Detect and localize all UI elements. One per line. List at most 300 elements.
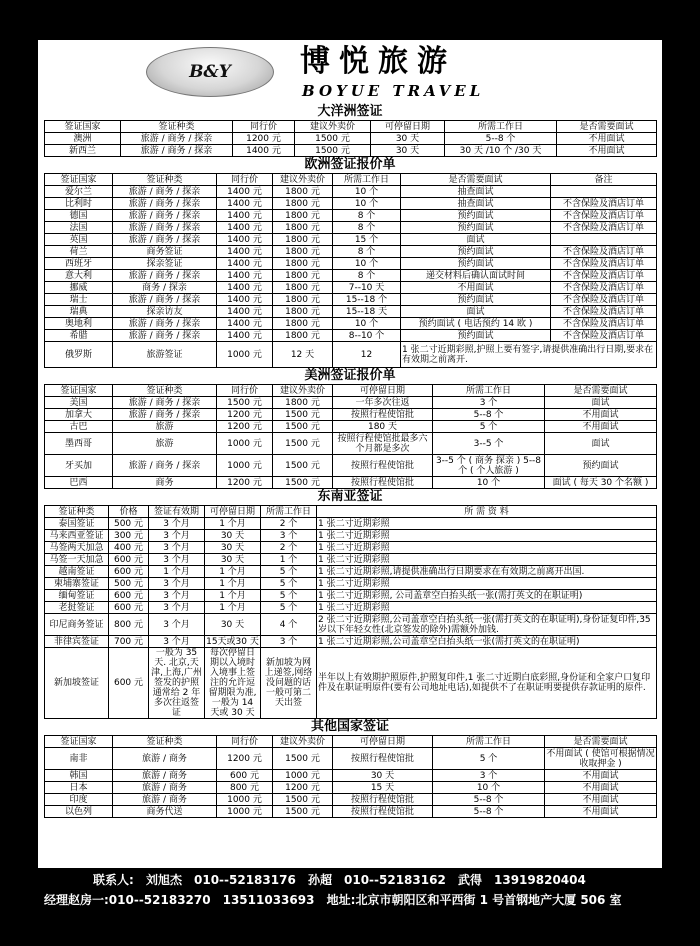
table-cell: 1400 元 [217,222,273,234]
table-cell: 1500 元 [295,145,371,157]
table-cell: 新加坡签证 [45,648,109,719]
table-cell: 旅游 / 商务 / 探亲 [113,455,217,477]
contact-1: 刘旭杰 010--52183176 [146,873,296,887]
table-cell: 1200 元 [217,409,273,421]
table-cell: 5 个 [433,748,545,770]
table-cell: 1000 元 [217,433,273,455]
column-header: 可停留日期 [205,506,261,518]
table-row [45,590,657,602]
table-cell: 爱尔兰 [45,186,113,198]
table-cell: 8 个 [333,246,401,258]
table-row [45,455,657,477]
table-cell: 南非 [45,748,113,770]
table-cell: 1800 元 [273,258,333,270]
column-header: 同行价 [217,736,273,748]
table-cell: 30 天 [205,542,261,554]
price: 1000 元 [217,342,273,368]
table-cell: 荷兰 [45,246,113,258]
oceania-title: 大洋洲签证 [317,104,383,119]
column-header: 签证种类 [45,506,109,518]
table-cell: 1 张二寸近期彩照 [317,578,657,590]
table-cell: 3--5 个 ( 商务 探亲 ) 5--8 个 ( 个人旅游 ) [433,455,545,477]
table-cell: 旅游 / 商务 / 探亲 [113,210,217,222]
table-cell: 预约面试 [545,455,657,477]
table-cell: 印尼商务签证 [45,614,109,636]
table-cell: 法国 [45,222,113,234]
table-row [45,542,657,554]
table-cell: 不用面试 [557,133,657,145]
column-header: 建议外卖价 [273,385,333,397]
table-cell: 700 元 [109,636,149,648]
table-cell: 1400 元 [217,270,273,282]
table-cell: 30 天 [205,614,261,636]
table-cell: 不含保险及酒店订单 [551,318,657,330]
table-cell: 1 张二寸近期彩照 [317,518,657,530]
column-header: 签证有效期 [149,506,205,518]
table-cell: 不含保险及酒店订单 [551,330,657,342]
table-cell: 3 个月 [149,614,205,636]
table-cell: 抽查面试 [401,198,551,210]
table-cell: 旅游 / 商务 [113,748,217,770]
table-cell: 不含保险及酒店订单 [551,270,657,282]
office-address: 地址:北京市朝阳区和平西街 1 号首钢地产大厦 506 室 [326,893,622,907]
table-cell: 5 个 [261,590,317,602]
table-cell: 800 元 [109,614,149,636]
table-row [45,433,657,455]
table-cell: 不用面试 [545,770,657,782]
table-cell: 抽查面试 [401,186,551,198]
table-cell: 半年以上有效期护照原件,护照复印件,1 张二寸近期白底彩照,身份证和全家户口复印件及在职证明原件(要有公司地址电话),如提供不了在职证明要提供存款证明的原件. [317,648,657,719]
table-cell: 1800 元 [273,330,333,342]
header-row [45,736,657,748]
table-cell: 1 个月 [205,566,261,578]
table-cell: 30 天 [205,530,261,542]
table-row [45,234,657,246]
table-row [45,342,657,368]
table-cell: 按照行程使馆批 [333,409,433,421]
table-row [45,306,657,318]
table-cell: 缅甸签证 [45,590,109,602]
table-row [45,782,657,794]
table-cell: 1200 元 [233,133,295,145]
table-row [45,318,657,330]
table-cell: 马来西亚签证 [45,530,109,542]
header-row [45,174,657,186]
table-cell: 比利时 [45,198,113,210]
footer-contact [38,868,662,912]
table-cell: 探亲访友 [113,306,217,318]
table-cell: 老挝签证 [45,602,109,614]
table-cell: 1 个月 [205,578,261,590]
table-cell: 预约面试 ( 电话预约 14 欧 ) [401,318,551,330]
table-row [45,636,657,648]
table-cell: 1800 元 [273,198,333,210]
table-cell: 3 个月 [149,602,205,614]
table-cell: 牙买加 [45,455,113,477]
column-header: 签证种类 [113,174,217,186]
table-cell: 不含保险及酒店订单 [551,246,657,258]
table-row [45,518,657,530]
column-header: 所需工作日 [261,506,317,518]
table-cell: 600 元 [109,554,149,566]
table-cell: 面试 [545,397,657,409]
table-cell: 英国 [45,234,113,246]
table-cell: 1400 元 [217,210,273,222]
contact-3: 武得 13919820404 [458,873,586,887]
table-cell: 预约面试 [401,258,551,270]
table-cell: 西班牙 [45,258,113,270]
table-cell: 不含保险及酒店订单 [551,198,657,210]
table-cell: 3 个月 [149,518,205,530]
table-cell: 600 元 [109,566,149,578]
table-cell: 1500 元 [273,477,333,489]
table-cell: 不含保险及酒店订单 [551,222,657,234]
table-cell: 3 个月 [149,530,205,542]
table-cell: 1400 元 [233,145,295,157]
table-cell: 澳洲 [45,133,121,145]
table-cell: 韩国 [45,770,113,782]
table-cell: 不用面试 [545,782,657,794]
table-row [45,198,657,210]
table-cell: 加拿大 [45,409,113,421]
table-row [45,477,657,489]
table-cell: 1400 元 [217,258,273,270]
table-cell: 1000 元 [217,455,273,477]
table-cell: 面试 ( 每天 30 个名额 ) [545,477,657,489]
table-cell: 不用面试 [545,409,657,421]
table-row [45,648,657,719]
table-cell: 1500 元 [273,409,333,421]
column-header: 所需工作日 [445,121,557,133]
header [38,40,662,104]
table-cell: 面试 [545,433,657,455]
table-cell: 商务代送 [113,806,217,818]
table-cell: 300 元 [109,530,149,542]
table-row [45,602,657,614]
table-row [45,210,657,222]
table-cell: 不含保险及酒店订单 [551,210,657,222]
table-cell: 10 个 [433,782,545,794]
table-cell: 不用面试 [545,794,657,806]
table-cell: 不用面试 [557,145,657,157]
table-cell: 1 张二寸近期彩照 [317,554,657,566]
table-cell: 15 天 [333,782,433,794]
table-row [45,133,657,145]
column-header: 签证国家 [45,121,121,133]
table-cell: 600 元 [109,648,149,719]
table-cell: 600 元 [109,602,149,614]
table-cell: 10 个 [333,198,401,210]
sea-title: 东南亚签证 [317,489,383,504]
column-header: 建议外卖价 [295,121,371,133]
table-row [45,282,657,294]
column-header: 可停留日期 [333,736,433,748]
table-row [45,397,657,409]
table-cell: 新加坡为网上递签,网络没问题的话一般可第二天出签 [261,648,317,719]
americas-table [44,384,657,489]
table-row [45,566,657,578]
table-cell: 旅游 / 商务 / 探亲 [121,133,233,145]
column-header: 建议外卖价 [273,174,333,186]
header-row [45,506,657,518]
table-row [45,748,657,770]
header-row [45,121,657,133]
table-cell: 600 元 [217,770,273,782]
table-cell: 面试 [401,234,551,246]
table-cell: 5--8 个 [433,409,545,421]
table-cell: 1800 元 [273,270,333,282]
table-cell: 旅游 / 商务 / 探亲 [113,222,217,234]
table-cell: 不含保险及酒店订单 [551,258,657,270]
table-cell: 30 天 [371,133,445,145]
table-cell: 3 个 [261,530,317,542]
europe-title: 欧洲签证报价单 [304,157,396,172]
contact-2: 孙超 010--52183162 [308,873,446,887]
table-cell: 30 天 /10 个 /30 天 [445,145,557,157]
manager-line [38,890,662,910]
table-cell: 巴西 [45,477,113,489]
table-cell: 500 元 [109,578,149,590]
table-cell: 10 个 [333,318,401,330]
brand-logo: B&Y [146,47,274,97]
oceania-table [44,120,657,157]
table-cell [551,234,657,246]
table-cell: 15天或30 天 [206,636,259,647]
table-cell: 1500 元 [295,133,371,145]
table-cell: 以色列 [45,806,113,818]
column-header: 签证国家 [45,736,113,748]
table-cell: 1400 元 [217,234,273,246]
table-cell: 5 个 [433,421,545,433]
table-cell: 1800 元 [273,318,333,330]
table-cell: 8 个 [333,222,401,234]
table-cell: 日本 [45,782,113,794]
column-header: 备注 [551,174,657,186]
table-cell: 180 天 [333,421,433,433]
table-cell: 1500 元 [273,433,333,455]
table-row [45,270,657,282]
table-cell: 菲律宾签证 [45,636,109,648]
table-cell: 2 个 [261,518,317,530]
table-cell: 意大利 [45,270,113,282]
table-cell: 1400 元 [217,294,273,306]
table-cell: 10 个 [333,186,401,198]
table-cell: 15--18 天 [333,306,401,318]
table-cell: 马签一天加急 [45,554,109,566]
table-row [45,421,657,433]
table-cell: 希腊 [45,330,113,342]
table-cell: 旅游 [113,421,217,433]
table-row [45,614,657,636]
table-cell: 不用面试 [545,421,657,433]
table-cell: 3 个 [261,636,317,648]
table-cell: 不用面试 [545,806,657,818]
table-cell: 商务 [113,477,217,489]
table-cell: 15 个 [333,234,401,246]
table-cell: 1800 元 [273,222,333,234]
table-cell: 旅游 / 商务 [113,794,217,806]
table-cell: 1 张二寸近期彩照,请提供准确出行日期要求在有效期之前离开出国. [317,566,657,578]
table-cell: 30 天 [371,145,445,157]
table-cell: 预约面试 [401,222,551,234]
manager-contact: 经理赵房一:010--52183270 13511033693 [44,893,315,907]
table-cell: 1 个月 [205,590,261,602]
europe-table [44,173,657,368]
other-table [44,735,657,818]
table-cell: 1400 元 [217,318,273,330]
table-cell: 旅游 [113,433,217,455]
table-cell: 400 元 [109,542,149,554]
table-cell: 1400 元 [217,306,273,318]
table-cell: 1 张二寸近期彩照, 公司盖章空白抬头纸一张(需打英文的在职证明) [317,590,657,602]
table-cell: 500 元 [109,518,149,530]
column-header: 建议外卖价 [273,736,333,748]
table-cell: 8 个 [333,210,401,222]
table-row [45,530,657,542]
table-cell: 按照行程使馆批 [333,748,433,770]
table-cell: 1 个月 [149,566,205,578]
table-cell: 旅游 / 商务 / 探亲 [113,318,217,330]
table-row [45,222,657,234]
table-row [45,554,657,566]
column-header: 所 需 资 料 [317,506,657,518]
table-cell: 泰国签证 [45,518,109,530]
contact-label: 联系人: [93,873,134,887]
sea-table [44,505,657,719]
table-cell: 不用面试 [401,282,551,294]
table-cell: 旅游 / 商务 / 探亲 [121,145,233,157]
table-cell: 旅游 / 商务 / 探亲 [113,294,217,306]
table-cell: 1400 元 [217,330,273,342]
column-header: 所需工作日 [333,174,401,186]
table-cell: 1000 元 [217,806,273,818]
table-cell: 面试 [401,306,551,318]
table-cell: 1500 元 [217,397,273,409]
table-cell: 3--5 个 [433,433,545,455]
table-cell: 瑞士 [45,294,113,306]
table-cell: 柬埔寨签证 [45,578,109,590]
table-cell: 4 个 [261,614,317,636]
table-cell: 探亲签证 [113,258,217,270]
table-cell: 按照行程使馆批 [333,794,433,806]
americas-title: 美洲签证报价单 [304,368,396,383]
table-cell: 1500 元 [273,421,333,433]
table-cell: 1800 元 [273,186,333,198]
table-cell: 2 个 [261,542,317,554]
column-header: 签证种类 [113,736,217,748]
table-cell: 600 元 [109,590,149,602]
table-cell: 15--18 个 [333,294,401,306]
table-cell: 1 张二寸近期彩照 [317,530,657,542]
table-row [45,186,657,198]
column-header: 签证种类 [121,121,233,133]
column-header: 是否需要面试 [557,121,657,133]
table-cell: 3 个月 [149,590,205,602]
table-cell: 马签两天加急 [45,542,109,554]
table-cell: 墨西哥 [45,433,113,455]
table-cell: 按照行程使馆批 [333,806,433,818]
table-cell: 越南签证 [45,566,109,578]
table-cell: 1000 元 [217,794,273,806]
table-cell: 1800 元 [273,397,333,409]
table-row [45,806,657,818]
table-row [45,246,657,258]
table-cell: 1 个月 [205,518,261,530]
country: 俄罗斯 [45,342,113,368]
table-cell: 1200 元 [217,748,273,770]
table-cell: 1 个 [261,554,317,566]
table-cell: 不含保险及酒店订单 [551,294,657,306]
table-cell: 1800 元 [273,234,333,246]
table-cell: 8--10 个 [333,330,401,342]
table-cell: 商务签证 [113,246,217,258]
work-days: 12 [333,342,401,368]
table-cell: 3 个月 [149,636,205,648]
table-cell: 1400 元 [217,198,273,210]
table-cell: 不含保险及酒店订单 [551,306,657,318]
table-cell: 1800 元 [273,306,333,318]
column-header: 是否需要面试 [545,385,657,397]
table-cell: 不含保险及酒店订单 [551,282,657,294]
table-cell: 3 个月 [149,578,205,590]
table-cell: 旅游 / 商务 / 探亲 [113,234,217,246]
table-cell: 1500 元 [273,748,333,770]
table-cell [551,186,657,198]
table-cell: 5--8 个 [433,806,545,818]
table-cell: 1500 元 [273,455,333,477]
column-header: 是否需要面试 [401,174,551,186]
table-row [45,294,657,306]
table-cell: 预约面试 [401,246,551,258]
table-cell: 10 个 [433,477,545,489]
table-row [45,794,657,806]
table-cell: 瑞典 [45,306,113,318]
table-cell: 旅游 / 商务 / 探亲 [113,270,217,282]
table-cell: 30 天 [333,770,433,782]
table-cell: 按照行程使馆批 [333,477,433,489]
table-cell: 30 天 [205,554,261,566]
table-cell: 旅游 / 商务 / 探亲 [113,198,217,210]
column-header: 价格 [109,506,149,518]
table-cell: 旅游 / 商务 [113,770,217,782]
table-row [45,145,657,157]
contact-line [38,870,662,890]
table-cell: 预约面试 [401,210,551,222]
column-header: 可停留日期 [333,385,433,397]
table-cell: 古巴 [45,421,113,433]
price-sheet [38,40,662,912]
column-header: 签证种类 [113,385,217,397]
table-cell: 旅游 / 商务 / 探亲 [113,186,217,198]
column-header: 所需工作日 [433,385,545,397]
table-row [45,409,657,421]
table-cell: 1800 元 [273,210,333,222]
table-cell: 德国 [45,210,113,222]
table-cell: 预约面试 [401,330,551,342]
table-row [45,258,657,270]
table-cell: 旅游 / 商务 / 探亲 [113,409,217,421]
visa-type: 旅游签证 [113,342,217,368]
column-header: 所需工作日 [433,736,545,748]
table-cell: 3 个 [433,397,545,409]
table-row [45,330,657,342]
table-cell: 1400 元 [217,186,273,198]
table-cell: 1200 元 [217,477,273,489]
table-cell: 一般为 35 天. 北京,天津,上海,广州签发的护照通常给 2 年多次往返签证 [149,648,205,719]
table-cell: 1 张二寸近期彩照 [317,542,657,554]
table-cell: 不用面试 ( 使馆可根据情况收取押金 ) [546,748,655,769]
table-cell: 一年多次往返 [333,397,433,409]
